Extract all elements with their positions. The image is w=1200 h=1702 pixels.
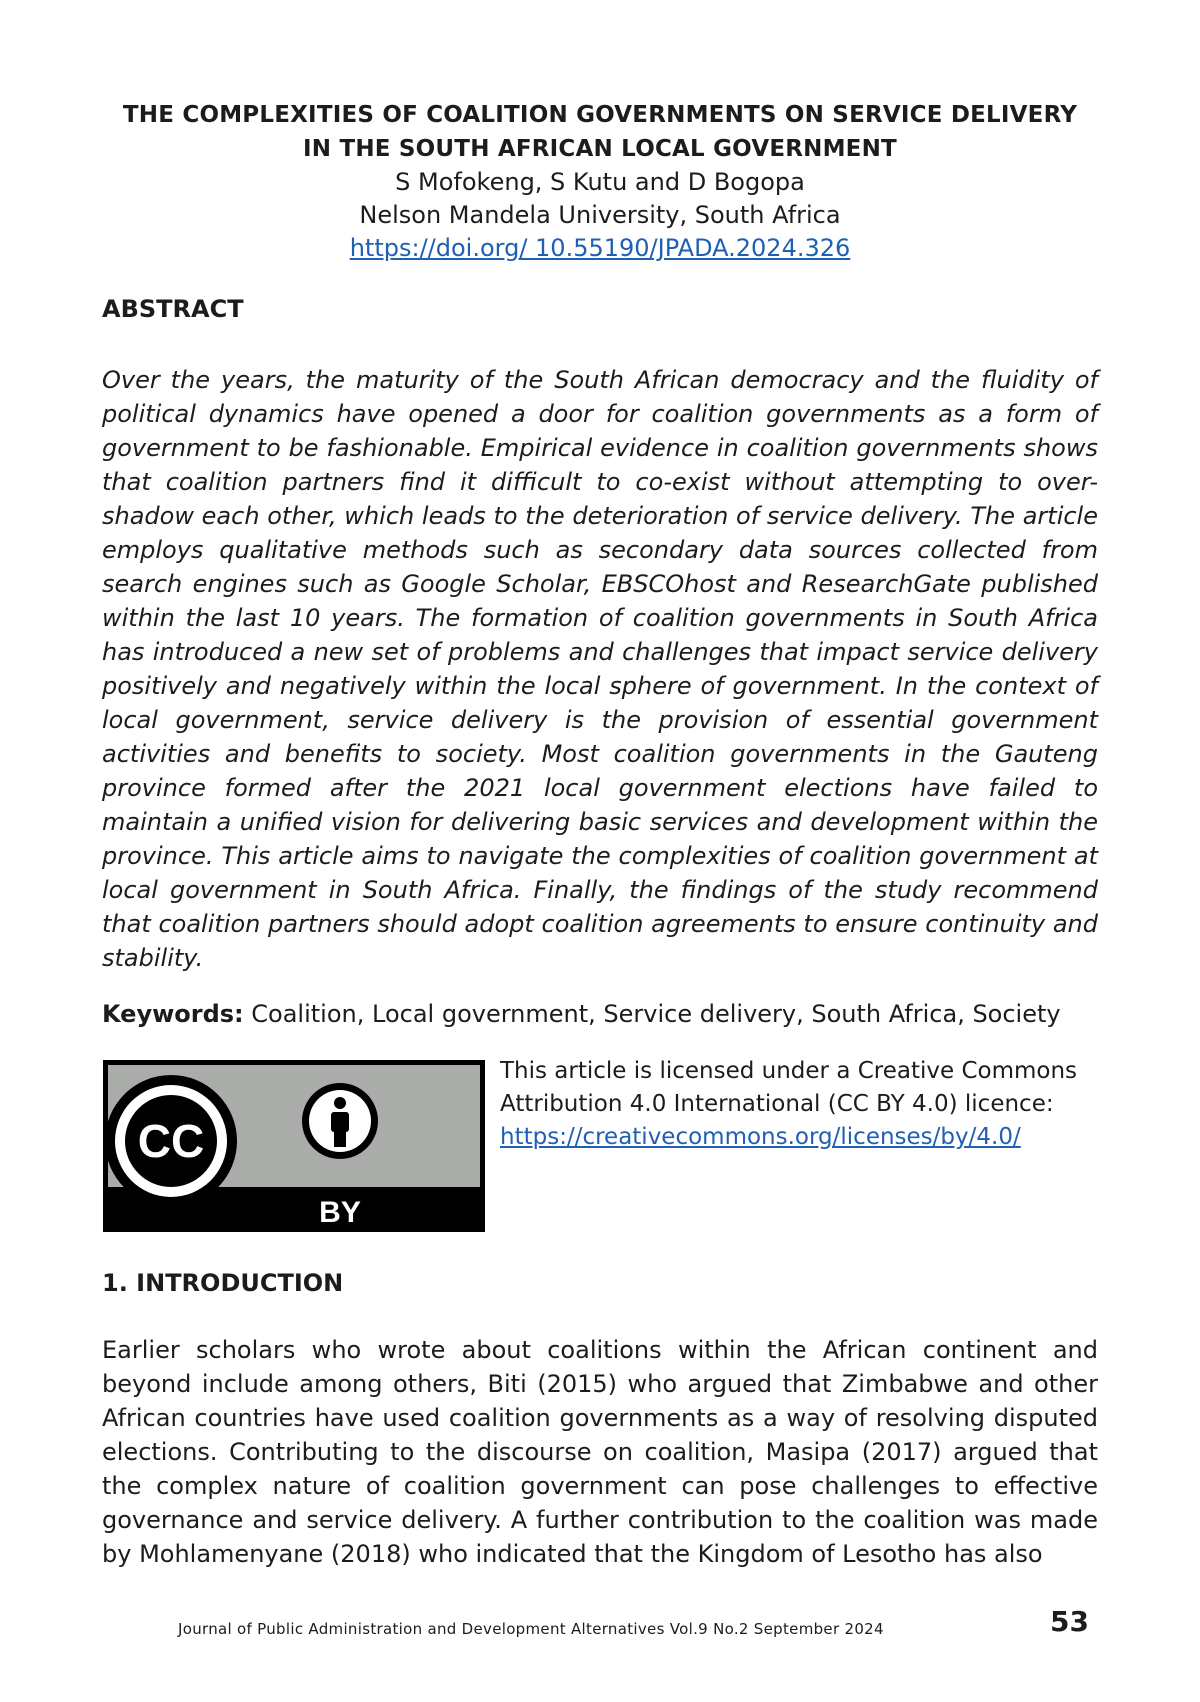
page-number: 53 [1050, 1605, 1089, 1638]
article-page [102, 98, 1098, 1571]
license-link[interactable]: https://creativecommons.org/licenses/by/4.0/ [500, 1124, 1021, 1150]
keywords [102, 997, 1098, 1031]
person-head [334, 1097, 346, 1109]
abstract-text: Over the years, the maturity of the South African democracy and the fluidity of political dynamics have opened a door for coalition governments as a form of government to be fashionable. Empirical evidence in coalition governments shows that coalition partners find it difficult to co-exist without attempting to over-shadow each other, which leads to the deterioration of service delivery. The article employs qualitative methods such as secondary data sources collected from search engines such as Google Scholar, EBSCOhost and ResearchGate published within the last 10 years. The formation of coalition governments in South Africa has introduced a new set of problems and challenges that impact service delivery positively and negatively within the local sphere of government. In the context of local government, service delivery is the provision of essential government activities and benefits to society. Most coalition governments in the Gauteng province formed after the 2021 local government elections have failed to maintain a unified vision for delivering basic services and development within the province. This article aims to navigate the complexities of coalition government at local government in South Africa. Finally, the findings of the study recommend that coalition partners should adopt coalition agreements to ensure continuity and stability. [102, 366, 1098, 972]
authors: S Mofokeng, S Kutu and D Bogopa [395, 168, 805, 196]
license-section [102, 1059, 1098, 1233]
journal-footer: Journal of Public Administration and Development Alternatives Vol.9 No.2 September 2024 [178, 1620, 884, 1638]
introduction-text: Earlier scholars who wrote about coalitions within the African continent and beyond include among others, Biti (2015) who argued that Zimbabwe and other African countries have used coalition governments as a way of resolving disputed elections. Contributing to the discourse on coalition, Masipa (2017) argued that the complex nature of coalition government can pose challenges to effective governance and service delivery. A further contribution to the coalition was made by Mohlamenyane (2018) who indicated that the Kingdom of Lesotho has also [102, 1336, 1098, 1568]
abstract-heading: ABSTRACT [102, 295, 244, 323]
cc-by-badge [102, 1059, 486, 1233]
affiliation: Nelson Mandela University, South Africa [359, 201, 841, 229]
keywords-text: Coalition, Local government, Service delivery, South Africa, Society [243, 1000, 1061, 1028]
title-line-2: IN THE SOUTH AFRICAN LOCAL GOVERNMENT [303, 136, 897, 162]
license-statement: This article is licensed under a Creative Commons Attribution 4.0 International (CC BY 4.0) licence: [500, 1058, 1078, 1117]
person-legs [334, 1129, 346, 1147]
article-title [102, 98, 1098, 166]
keywords-label: Keywords: [102, 1000, 244, 1028]
cc-icon-text: CC [137, 1115, 205, 1167]
introduction-heading: 1. INTRODUCTION [102, 1269, 344, 1297]
title-line-1: THE COMPLEXITIES OF COALITION GOVERNMENTS ON SERVICE DELIVERY [122, 102, 1078, 128]
doi-link[interactable]: https://doi.org/ 10.55190/JPADA.2024.326 [349, 234, 851, 262]
by-label: BY [319, 1196, 361, 1229]
